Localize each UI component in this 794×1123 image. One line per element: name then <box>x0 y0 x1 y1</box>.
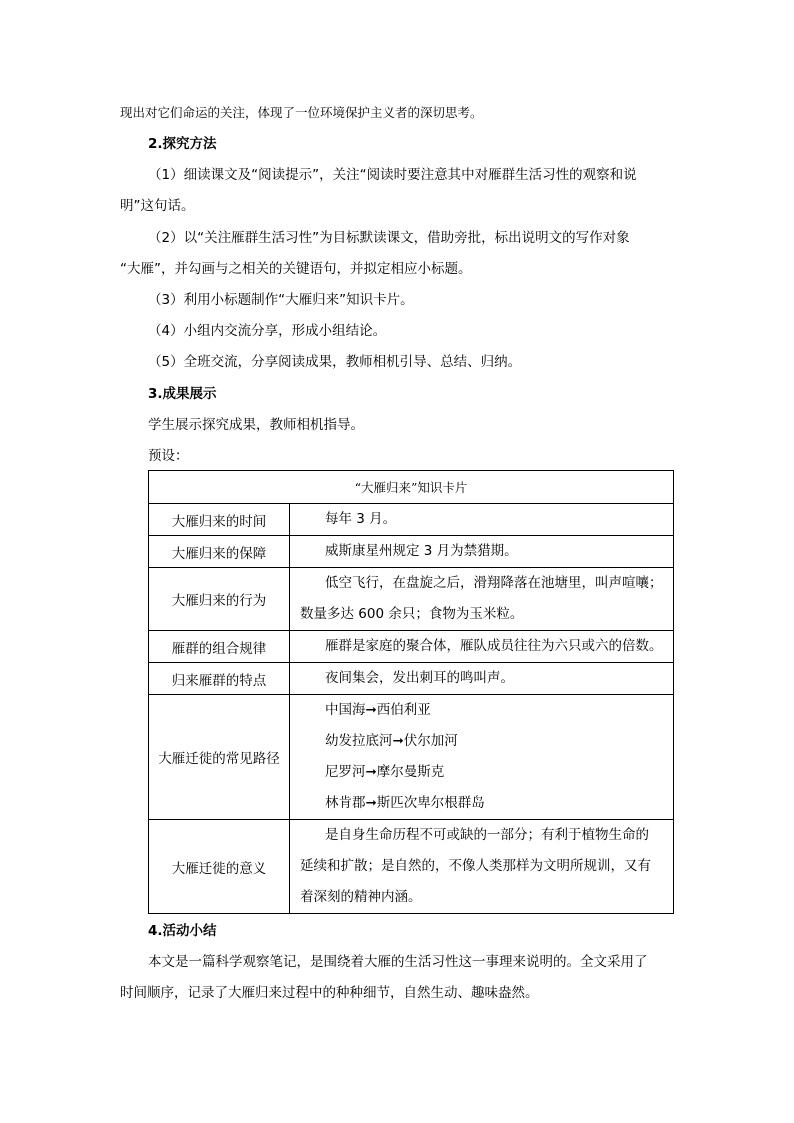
card-row-label: 大雁归来的时间 <box>149 504 290 536</box>
step4-line: （4）小组内交流分享，形成小组结论。 <box>148 323 387 339</box>
step2-line-b: “大雁”，并勾画与之相关的关键语句，并拟定相应小标题。 <box>120 261 472 277</box>
meaning-text: 是自身生命历程不可或缺的一部分；有利于植物生命的 延续和扩散；是自然的，不像人类那样为文明所规训，又有 着深刻的精神内涵。 <box>290 820 674 914</box>
card-row-value: 夜间集会，发出刺耳的鸣叫声。 <box>290 663 674 695</box>
card-row-value: 威斯康星州规定 3 月为禁猎期。 <box>290 536 674 568</box>
step3-line: （3）利用小标题制作“大雁归来”知识卡片。 <box>148 292 414 308</box>
card-row-label: 雁群的组合规律 <box>149 631 290 663</box>
card-row-value: 雁群是家庭的聚合体，雁队成员往往为六只或六的倍数。 <box>290 631 674 663</box>
preset-label: 预设： <box>148 448 189 464</box>
step1-line-a: （1）细读课文及“阅读提示”，关注“阅读时要注意其中对雁群生活习性的观察和说 <box>148 167 637 183</box>
section2-title: 2.探究方法 <box>148 136 217 152</box>
summary-line-a: 本文是一篇科学观察笔记，是围绕着大雁的生活习性这一事理来说明的。全文采用了 <box>148 954 648 970</box>
section3-title: 3.成果展示 <box>148 386 217 402</box>
step5-line: （5）全班交流，分享阅读成果，教师相机引导、总结、归纳。 <box>148 354 522 370</box>
knowledge-card-table <box>148 470 674 914</box>
route-item: 尼罗河➞摩尔曼斯克 <box>325 764 445 780</box>
card-row-label: 归来雁群的特点 <box>149 663 290 695</box>
meaning-label: 大雁迁徙的意义 <box>149 820 290 914</box>
section4-title: 4.活动小结 <box>148 923 217 939</box>
routes-label: 大雁迁徙的常见路径 <box>149 695 290 820</box>
step1-line-b: 明”这句话。 <box>120 198 195 214</box>
intro-tail-text: 现出对它们命运的关注，体现了一位环境保护主义者的深切思考。 <box>120 105 483 120</box>
card-row-value: 低空飞行，在盘旋之后，滑翔降落在池塘里，叫声喧嚷； 数量多达 600 余只；食物为玉米粒。 <box>290 568 674 631</box>
section3-text: 学生展示探究成果，教师相机指导。 <box>148 417 364 433</box>
routes-list <box>290 695 674 820</box>
card-row-label: 大雁归来的保障 <box>149 536 290 568</box>
card-title: “大雁归来”知识卡片 <box>149 471 674 504</box>
route-item: 幼发拉底河➞伏尔加河 <box>325 733 458 749</box>
route-item: 林肯郡➞斯匹次卑尔根群岛 <box>325 795 485 811</box>
route-item: 中国海➞西伯利亚 <box>325 702 431 718</box>
summary-line-b: 时间顺序，记录了大雁归来过程中的种种细节，自然生动、趣味盎然。 <box>120 985 539 1001</box>
card-row-label: 大雁归来的行为 <box>149 568 290 631</box>
step2-line-a: （2）以“关注雁群生活习性”为目标默读课文，借助旁批，标出说明文的写作对象 <box>148 230 630 246</box>
card-row-value: 每年 3 月。 <box>290 504 674 536</box>
